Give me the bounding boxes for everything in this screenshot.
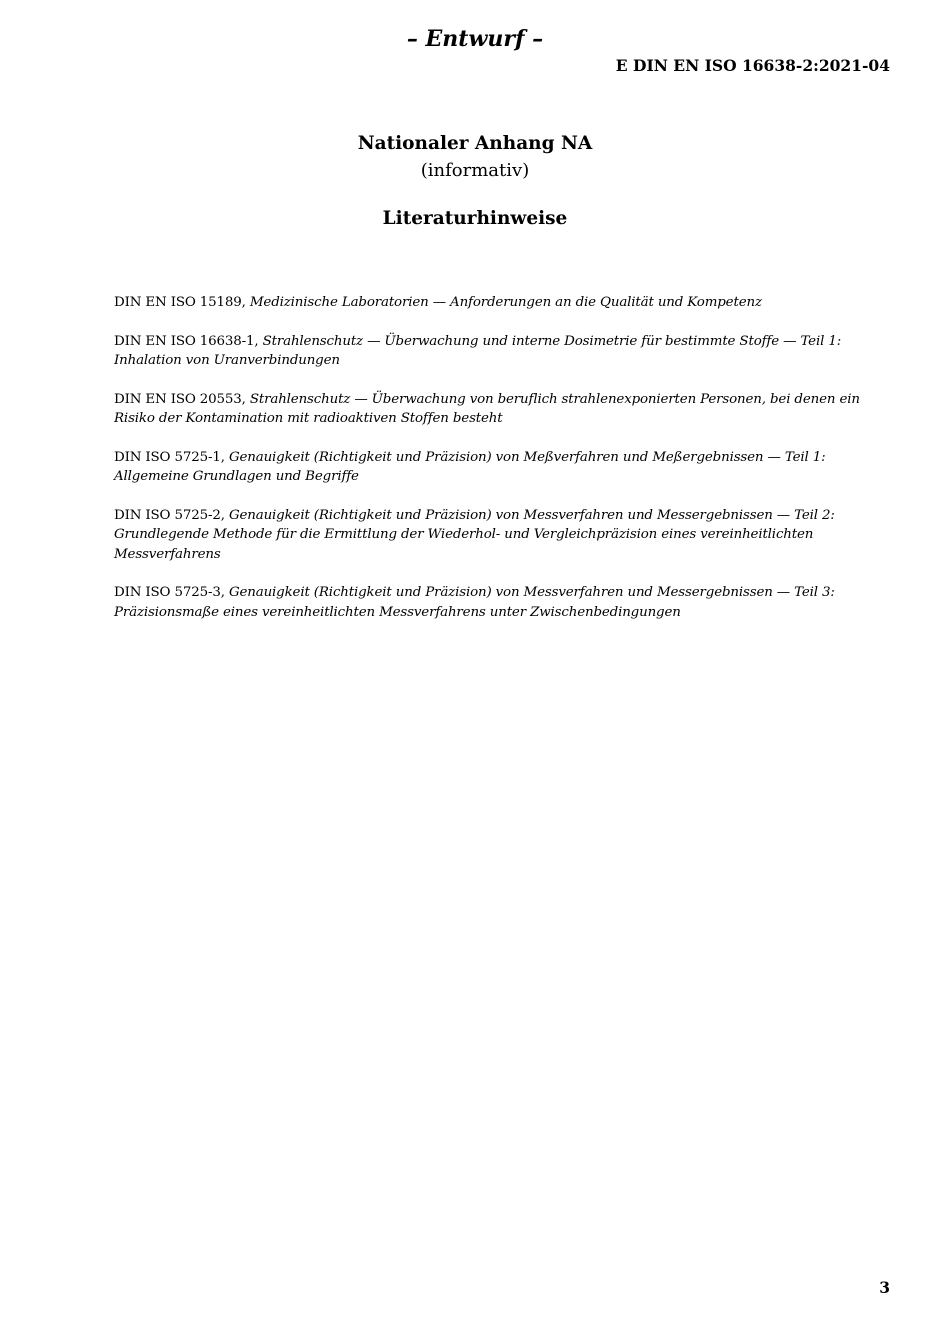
reference-item	[114, 390, 890, 429]
reference-item	[114, 293, 890, 313]
section-title: Literaturhinweise	[382, 208, 568, 229]
reference-title: Strahlenschutz — Überwachung von beruflich strahlenexponierten Personen, bei denen ein Risiko der Kontamination mit radioaktiven Stoffen besteht	[114, 391, 860, 426]
reference-designation: DIN ISO 5725-3,	[114, 585, 225, 600]
page-number: 3	[879, 1278, 890, 1297]
reference-list	[114, 293, 890, 641]
reference-designation: DIN EN ISO 20553,	[114, 391, 246, 407]
annex-title: Nationaler Anhang NA	[357, 133, 593, 154]
annex-subtitle: (informativ)	[420, 160, 530, 181]
reference-designation: DIN EN ISO 16638-1,	[114, 333, 259, 349]
reference-item	[114, 583, 890, 622]
reference-title: Strahlenschutz — Überwachung und interne Dosimetrie für bestimmte Stoffe — Teil 1: Inhalation von Uranverbindungen	[114, 333, 842, 368]
reference-designation: DIN EN ISO 15189,	[114, 295, 246, 310]
reference-designation: DIN ISO 5725-2,	[114, 507, 225, 523]
reference-item	[114, 448, 890, 487]
draft-watermark-label: – Entwurf –	[406, 26, 544, 52]
document-id: E DIN EN ISO 16638-2:2021-04	[615, 56, 890, 75]
reference-item	[114, 506, 890, 565]
reference-title: Medizinische Laboratorien — Anforderungen an die Qualität und Kompetenz	[249, 295, 762, 310]
reference-designation: DIN ISO 5725-1,	[114, 449, 225, 465]
reference-title: Genauigkeit (Richtigkeit und Präzision) von Meßverfahren und Meßergebnissen — Teil 1: Allgemeine Grundlagen und Begriffe	[114, 449, 826, 484]
reference-item	[114, 332, 890, 371]
reference-title: Genauigkeit (Richtigkeit und Präzision) von Messverfahren und Messergebnissen — Teil 2: Grundlegende Methode für die Ermittlung der Wiederhol- und Vergleichpräzision eines vereinheitlichten Messverfahrens	[114, 507, 835, 562]
reference-title: Genauigkeit (Richtigkeit und Präzision) von Messverfahren und Messergebnissen — Teil 3: Präzisionsmaße eines vereinheitlichten Messverfahrens unter Zwischenbedingungen	[114, 585, 835, 620]
